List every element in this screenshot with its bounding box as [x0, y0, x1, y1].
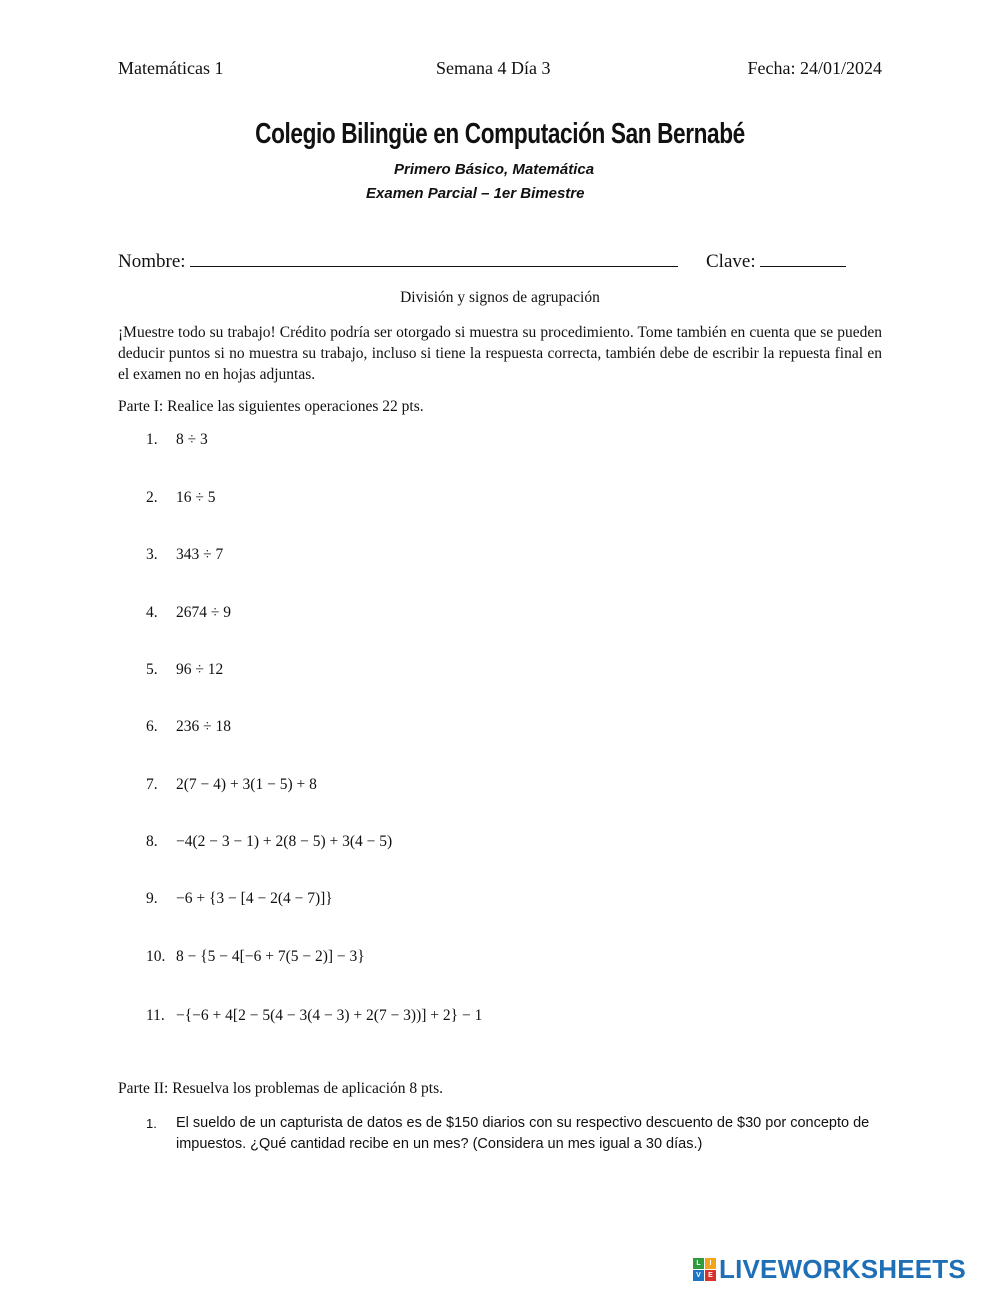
- exercise-number: 2.: [146, 489, 158, 506]
- problem-text: El sueldo de un capturista de datos es de $150 diarios con su respectivo descuento de $30 por concepto de impuestos. ¿Qué cantidad recibe en un mes? (Considera un mes igual a 30 días.): [176, 1115, 870, 1152]
- word-problem: [146, 1113, 886, 1155]
- grade-subtitle: Primero Básico, Matemática: [394, 161, 595, 178]
- logo-letter: E: [705, 1270, 716, 1281]
- logo-mark-icon: [693, 1258, 716, 1281]
- exercise-expression: −{−6 + 4[2 − 5(4 − 3(4 − 3) + 2(7 − 3))] + 2} − 1: [176, 1007, 483, 1024]
- exercise-expression: 96 ÷ 12: [176, 661, 224, 678]
- exercise-number: 8.: [146, 833, 158, 850]
- part1-title: Parte I: Realice las siguientes operaciones 22 pts.: [118, 398, 424, 415]
- exercise-number: 10.: [146, 948, 166, 965]
- exercise-expression: 2674 ÷ 9: [176, 604, 232, 621]
- exercise-number: 6.: [146, 718, 158, 735]
- name-field: [118, 250, 678, 273]
- exercise-number: 5.: [146, 661, 158, 678]
- exercise-item: [146, 489, 216, 507]
- exercise-expression: 8 ÷ 3: [176, 431, 208, 448]
- problem-number: 1.: [146, 1116, 157, 1131]
- name-label: Nombre:: [118, 251, 186, 272]
- header-date: Fecha: 24/01/2024: [747, 58, 882, 78]
- exercise-item: [146, 1007, 482, 1025]
- logo-letter: V: [693, 1270, 704, 1281]
- exercise-expression: 8 − {5 − 4[−6 + 7(5 − 2)] − 3}: [176, 948, 365, 965]
- exercise-expression: 236 ÷ 18: [176, 718, 232, 735]
- exam-subtitle: Examen Parcial – 1er Bimestre: [366, 185, 585, 202]
- exercise-item: [146, 718, 231, 736]
- exercise-item: [146, 604, 231, 622]
- exercise-number: 3.: [146, 546, 158, 563]
- instructions-paragraph: ¡Muestre todo su trabajo! Crédito podría ser otorgado si muestra su procedimiento. Tome también en cuenta que se pueden deducir puntos si no muestra su trabajo, incluso si tiene la respuesta correcta, también debe de escribir la repuesta final en el examen no en hojas adjuntas.: [118, 324, 882, 383]
- exercise-expression: −4(2 − 3 − 1) + 2(8 − 5) + 3(4 − 5): [176, 833, 393, 850]
- exercise-item: [146, 833, 392, 851]
- key-input-line[interactable]: [760, 250, 846, 267]
- exercise-number: 9.: [146, 890, 158, 907]
- exercise-expression: 2(7 − 4) + 3(1 − 5) + 8: [176, 776, 317, 793]
- exercise-number: 1.: [146, 431, 158, 448]
- name-input-line[interactable]: [190, 250, 678, 267]
- school-title: Colegio Bilingüe en Computación San Bernabé: [255, 118, 745, 150]
- key-field: [706, 250, 846, 273]
- exercise-expression: 343 ÷ 7: [176, 546, 224, 563]
- key-label: Clave:: [706, 251, 756, 272]
- liveworksheets-logo: [693, 1254, 966, 1285]
- header-subject: Matemáticas 1: [118, 58, 224, 78]
- logo-text: LIVEWORKSHEETS: [719, 1254, 966, 1284]
- part2-title: Parte II: Resuelva los problemas de aplicación 8 pts.: [118, 1080, 443, 1097]
- logo-letter: I: [705, 1258, 716, 1269]
- exercise-number: 7.: [146, 776, 158, 793]
- exercise-item: [146, 776, 317, 794]
- header-week: Semana 4 Día 3: [436, 58, 551, 78]
- exercise-item: [146, 890, 333, 908]
- exercise-item: [146, 661, 223, 679]
- exercise-number: 4.: [146, 604, 158, 621]
- exercise-number: 11.: [146, 1007, 165, 1024]
- exercise-expression: 16 ÷ 5: [176, 489, 216, 506]
- exercise-expression: −6 + {3 − [4 − 2(4 − 7)]}: [176, 890, 333, 907]
- exercise-item: [146, 431, 208, 449]
- topic-heading: División y signos de agrupación: [400, 289, 600, 306]
- exercise-item: [146, 546, 223, 564]
- exercise-item: [146, 948, 365, 966]
- logo-letter: L: [693, 1258, 704, 1269]
